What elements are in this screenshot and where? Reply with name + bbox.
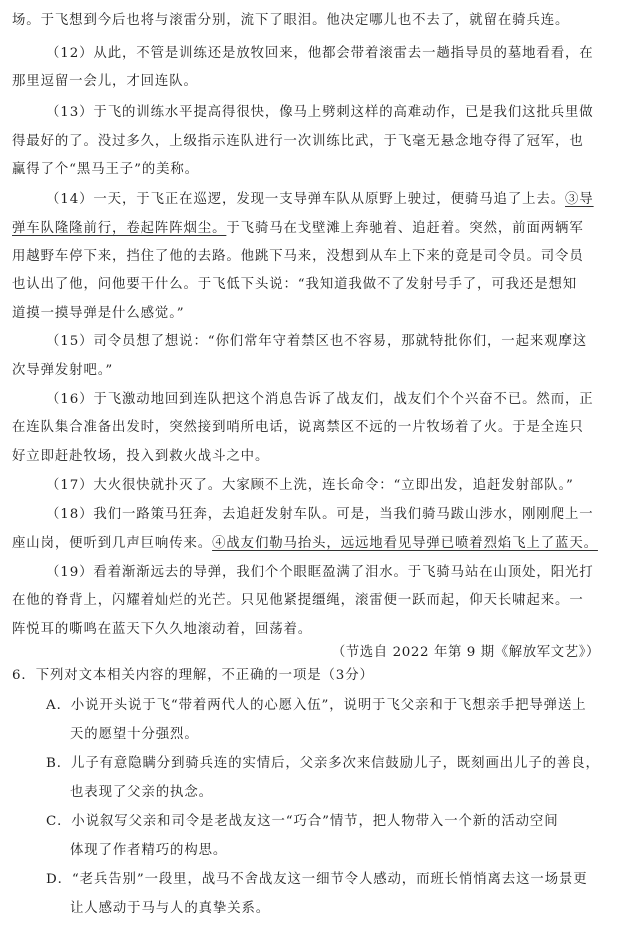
underlined-sentence-4: ④战友们勒马抬头，远远地看见导弹已喷着烈焰飞上了蓝天。 — [212, 536, 598, 551]
paragraph-19-line: 在他的脊背上，闪耀着灿烂的光芒。只见他紧提缰绳，滚雷便一跃而起，仰天长啸起来。一 — [12, 593, 584, 608]
option-c-line: C．小说叙写父亲和司令是老战友这一“巧合”情节，把人物带入一个新的活动空间 — [46, 814, 559, 829]
paragraph-16-line: 好立即赶赴牧场，投入到救火战斗之中。 — [12, 449, 270, 464]
paragraph-16-line: 在连队集合准备出发时，突然接到哨所电话，说离禁区不远的一片牧场着了火。于是全连只 — [12, 420, 584, 435]
paragraph-13-line: 得最好的了。没过多久，上级指示连队进行一次训练比武，于飞毫无悬念地夺得了冠军，也 — [12, 134, 584, 149]
paragraph-19-line: （19）看着渐渐远去的导弹，我们个个眼眶盈满了泪水。于飞骑马站在山顶处，阳光打 — [46, 565, 594, 580]
question-stem: 6．下列对文本相关内容的理解，不正确的一项是（3分） — [12, 668, 374, 683]
paragraph-12-line: （12）从此，不管是训练还是放牧回来，他都会带着滚雷去一趟指导员的墓地看看，在 — [46, 46, 594, 61]
paragraph-13-line: 赢得了个“黑马王子”的美称。 — [12, 162, 199, 177]
paragraph-14-line — [12, 220, 584, 238]
paragraph-18-text: 座山岗，便听到几声巨响传来。 — [12, 536, 213, 551]
paragraph-17-line: （17）大火很快就扑灭了。大家顾不上洗，连长命令：“立即出发，追赶发射部队。” — [46, 478, 574, 493]
paragraph-14-line: 道摸一摸导弹是什么感觉。” — [12, 306, 185, 321]
paragraph-14-line — [46, 191, 594, 209]
underlined-sentence-3: ③导 — [565, 192, 594, 207]
paragraph-14-line: 也认出了他，问他要干什么。于飞低下头说：“我知道我做不了发射号手了，可我还是想知 — [12, 277, 578, 292]
paragraph-15-line: 次导弹发射吧。” — [12, 363, 114, 378]
paragraph-19-line: 阵悦耳的嘶鸣在蓝天下久久地滚动着，回荡着。 — [12, 622, 313, 637]
option-d-line: 让人感动于马与人的真挚关系。 — [70, 901, 271, 916]
option-b-line: B．儿子有意隐瞒分到骑兵连的实情后，父亲多次来信鼓励儿子，既刻画出儿子的善良， — [46, 756, 600, 771]
option-b-line: 也表现了父亲的执念。 — [70, 785, 213, 800]
paragraph-15-line: （15）司令员想了想说：“你们常年守着禁区也不容易，那就特批你们，一起来观摩这 — [46, 334, 588, 349]
paragraph-13-line: （13）于飞的训练水平提高得很快，像马上劈刺这样的高难动作，已是我们这批兵里做 — [46, 105, 594, 120]
paragraph-14-text: 于飞骑马在戈壁滩上奔驰着、追赶着。突然，前面两辆军 — [226, 221, 584, 236]
paragraph-14-text: （14）一天，于飞正在巡逻，发现一支导弹车队从原野上驶过，便骑马追了上去。 — [46, 192, 566, 207]
source-citation: （节选自 2022 年第 9 期《解放军文艺》） — [331, 645, 600, 660]
paragraph-18-line — [12, 535, 598, 553]
underlined-sentence-3: 弹车队隆隆前行，卷起阵阵烟尘。 — [12, 221, 227, 236]
option-a-line: A．小说开头说于飞“带着两代人的心愿入伍”，说明于飞父亲和于飞想亲手把导弹送上 — [46, 698, 587, 713]
paragraph-18-line: （18）我们一路策马狂奔，去追赶发射车队。可是，当我们骑马跋山涉水，刚刚爬上一 — [46, 507, 594, 522]
option-a-line: 天的愿望十分强烈。 — [70, 727, 199, 742]
paragraph-line: 场。于飞想到今后也将与滚雷分别，流下了眼泪。他决定哪儿也不去了，就留在骑兵连。 — [12, 13, 570, 28]
paragraph-16-line: （16）于飞激动地回到连队把这个消息告诉了战友们，战友们个个兴奋不已。然而，正 — [46, 392, 594, 407]
paragraph-12-line: 那里逗留一会儿，才回连队。 — [12, 74, 198, 89]
paragraph-14-line: 用越野车停下来，挡住了他的去路。他跳下马来，没想到从车上下来的竟是司令员。司令员 — [12, 249, 584, 264]
option-d-line: D．“老兵告别”一段里，战马不舍战友这一细节令人感动，而班长悄悄离去这一场景更 — [46, 872, 588, 887]
option-c-line: 体现了作者精巧的构思。 — [70, 843, 228, 858]
